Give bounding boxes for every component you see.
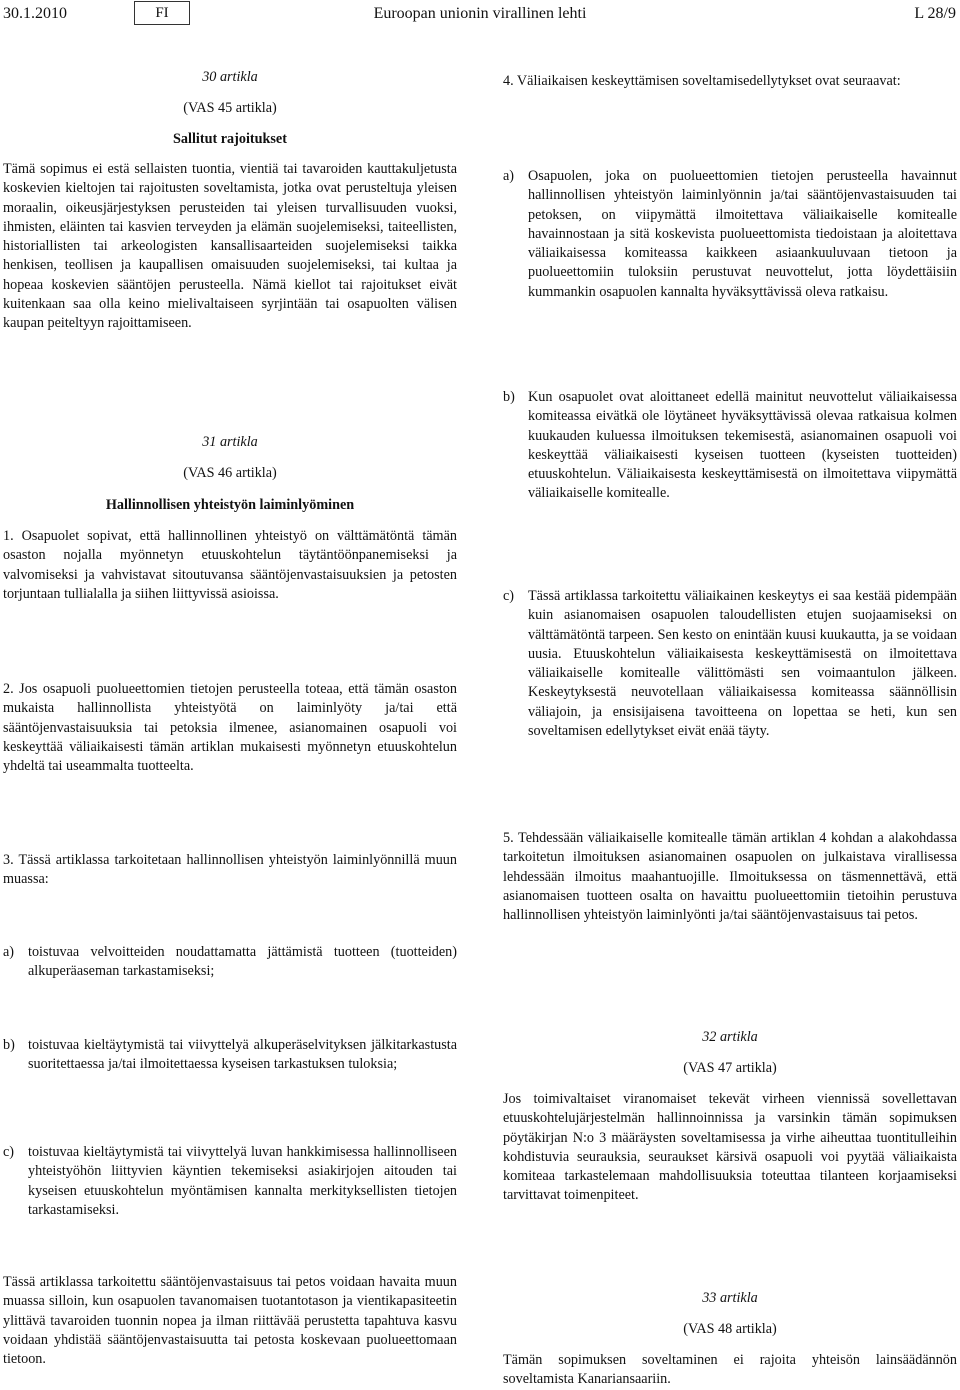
paragraph-1 bbox=[3, 527, 457, 604]
article-32-vas bbox=[503, 1059, 957, 1078]
article-31-title-wrap bbox=[3, 496, 457, 515]
article-32-body bbox=[503, 1090, 957, 1206]
paragraph-4 bbox=[503, 72, 957, 91]
article-number: 32 artikla bbox=[702, 1029, 758, 1045]
article-number: 31 artikla bbox=[202, 434, 258, 450]
article-30-vas bbox=[3, 99, 457, 118]
article-vas-reference: (VAS 45 artikla) bbox=[183, 100, 277, 116]
paragraph-3 bbox=[3, 851, 457, 890]
list-label: a) bbox=[503, 168, 515, 184]
article-31-heading bbox=[3, 433, 457, 452]
article-33-body bbox=[503, 1351, 957, 1390]
list-text: Tässä artiklassa tarkoitettu väliaikainen keskeytys ei saa kestää pidempään kuin asianomaisen osapuolen taloudellisten etujen suojaamiseksi on välttämätöntä tarpeen. Sen kesto on enintään kuusi kuukautta, ja se voidaan uusia. Etuuskohtelun väliaikaisesta keskeyttämisestä on ilmoitettava väliaikaiselle komitealle välittömästi sen voimaantulon jälkeen. Keskeytyksestä neuvotellaan väliaikaisessa komiteassa säännöllisin väliajoin, ja ensisijaisena tavoitteena on lopettaa se heti, kun sen soveltamisen edellytykset eivät enää täyty. bbox=[528, 588, 957, 740]
article-vas-reference: (VAS 46 artikla) bbox=[183, 465, 277, 481]
article-31-vas bbox=[3, 464, 457, 483]
paragraph: 5. Tehdessään väliaikaiselle komitealle tämän artiklan 4 kohdan a alakohdassa tarkoitetun ilmoituksen asianomainen osapuolen on julkaistava virallisessa lehdessään ilmoitus maahantuojille. Ilmoituksessa on täsmennettävä, että asianomaisen tuotteen osalta on havaittu puolueettomiin tietoihin perustuva hallinnollisen yhteistyön laiminlyönti ja/tai sääntöjenvastaisuus tai petos. bbox=[503, 830, 957, 924]
list-item-c bbox=[3, 1143, 457, 1220]
article-33-heading bbox=[503, 1289, 957, 1308]
paragraph: Jos toimivaltaiset viranomaiset tekevät virheen viennissä sovellettavan etuuskohtelujärjestelmän hallinnoinnissa ja varsinkin tämän sopimuksen pöytäkirjan N:o 3 määräysten soveltamisessa ja virhe aiheuttaa tuontitulleihin kohdistuvia seurauksia, seuraukset kärsivä osapuoli voi pyytää väliaikaista komiteaa tarkastelemaan mahdollisuuksia toteuttaa tilanteen korjaamiseksi tarvittavat toimenpiteet. bbox=[503, 1091, 957, 1204]
paragraph: 3. Tässä artiklassa tarkoitetaan hallinnollisen yhteistyön laiminlyönnillä muun muassa: bbox=[3, 852, 457, 888]
paragraph: Tässä artiklassa tarkoitettu sääntöjenvastaisuus tai petos voidaan havaita muun muassa silloin, kun osapuolen tavanomaisen tuotantotason ja vientikapasiteetin ylittävä tavaroiden tuonnin nopea ja ilman riittävää perustetta tapahtuva kasvu voidaan yhdistää sääntöjenvastaisuutta tai petosta koskevaan puolueettomaan tietoon. bbox=[3, 1274, 457, 1368]
list-label: b) bbox=[503, 389, 515, 405]
language-badge: FI bbox=[134, 1, 190, 25]
closing-paragraph bbox=[3, 1273, 457, 1369]
list-item-a bbox=[3, 943, 457, 982]
page-header bbox=[0, 0, 960, 30]
article-30-body bbox=[3, 160, 457, 334]
list-label: b) bbox=[3, 1037, 15, 1053]
list-label: c) bbox=[503, 588, 515, 604]
article-title: Sallitut rajoitukset bbox=[173, 131, 287, 147]
list-label: a) bbox=[3, 944, 15, 960]
condition-a bbox=[503, 167, 957, 302]
list-item-b bbox=[3, 1036, 457, 1075]
article-number: 33 artikla bbox=[702, 1290, 758, 1306]
paragraph: Tämän sopimuksen soveltaminen ei rajoita yhteisön lainsäädännön soveltamista Kanariansaariin. bbox=[503, 1352, 957, 1388]
list-text: Osapuolen, joka on puolueettomien tietojen perusteella havainnut hallinnollisen yhteistyön laiminlyönnin ja/tai sääntöjenvastaisuuden tai petoksen, on viipymättä ilmoitettava väliaikaiselle komitealle havainnostaan ja sitä koskevista puolueettomista tiedoistaan ja aloitettava väliaikaisessa komiteassa kaikkeen asiaankuuluvaan tietoon ja puolueettomiin tuloksiin perustuvat neuvottelut, jotta löydettäisiin kummankin osapuolen kannalta hyväksyttävissä oleva ratkaisu. bbox=[528, 168, 957, 300]
article-number: 30 artikla bbox=[202, 69, 258, 85]
condition-c bbox=[503, 587, 957, 741]
journal-title: Euroopan unionin virallinen lehti bbox=[373, 5, 587, 22]
list-label: c) bbox=[3, 1144, 15, 1160]
list-text: toistuvaa kieltäytymistä tai viivyttelyä luvan hankkimisessa hallinnolliseen yhteistyöhön liittyvien käyntien tekemiseksi asiakirjojen aitouden tai kyseisen etuuskohtelun myöntämisen kannalta merkityksellisten tietojen tarkastamiseksi. bbox=[28, 1144, 457, 1218]
list-text: toistuvaa velvoitteiden noudattamatta jättämistä tuotteen (tuotteiden) alkuperäaseman tarkastamiseksi; bbox=[28, 944, 457, 980]
paragraph-5 bbox=[503, 829, 957, 925]
article-title: Hallinnollisen yhteistyön laiminlyöminen bbox=[105, 497, 355, 513]
paragraph-2 bbox=[3, 680, 457, 776]
paragraph: Tämä sopimus ei estä sellaisten tuontia, vientiä tai tavaroiden kauttakuljetusta koskevien kieltojen tai rajoitusten soveltamista, jotka ovat perusteltuja yleisen moraalin, oikeusjärjestyksen perusteiden tai yleisen turvallisuuden vuoksi, ihmisten, eläinten tai kasvien terveyden ja elämän suojelemiseksi, taiteellisten, historiallisten tai arkeologisten kansallisaarteiden suojelemiseksi taikka henkisen, teollisen ja kaupallisen omaisuuden suojelemiseksi, tai kultaa ja hopeaa koskevien sääntöjen perusteella. Nämä kiellot tai rajoitukset eivät kuitenkaan saa olla keino mielivaltaiseen syrjintään tai osapuolten välisen kaupan peiteltyyn rajoittamiseen. bbox=[3, 161, 457, 332]
article-33-vas bbox=[503, 1320, 957, 1339]
paragraph: 1. Osapuolet sopivat, että hallinnollinen yhteistyö on välttämätöntä tämän osaston nojalla myönnetyn etuuskohtelun täytäntöönpanemiseksi ja valvomiseksi ja vahvistavat sitoutuvansa sääntöjenvastaisuuksien ja petosten torjuntaan tullialalla ja siihen liittyvissä asioissa. bbox=[3, 528, 457, 602]
article-32-heading bbox=[503, 1028, 957, 1047]
page-reference: L 28/9 bbox=[914, 5, 956, 22]
article-vas-reference: (VAS 48 artikla) bbox=[683, 1321, 777, 1337]
list-text: toistuvaa kieltäytymistä tai viivyttelyä alkuperäselvityksen jälkitarkastusta suoritettaessa ja/tai ilmoitettaessa kyseisen tarkastuksen tuloksia; bbox=[28, 1037, 457, 1073]
publication-date: 30.1.2010 bbox=[3, 5, 67, 22]
list-text: Kun osapuolet ovat aloittaneet edellä mainitut neuvottelut väliaikaisessa komiteassa eivätkä ole löytäneet hyväksyttävissä olevaa ratkaisua kolmen kuukauden kuluessa ilmoituksen tekemisestä, asianomainen osapuoli voi keskeyttää väliaikaisesti kyseisen tuotteen (kyseisten tuotteiden) etuuskohtelun. Väliaikaisesta keskeyttämisestä on ilmoitettava viipymättä väliaikaiselle komitealle. bbox=[528, 389, 957, 502]
article-30-title-wrap bbox=[3, 130, 457, 149]
paragraph: 2. Jos osapuoli puolueettomien tietojen perusteella toteaa, että tämän osaston mukaista hallinnollista yhteistyötä on laiminlyöty ja/tai että sääntöjenvastaisuuksia tai petoksia ilmenee, asianomainen osapuoli voi keskeyttää väliaikaisesti tämän artiklan mukaisesti myönnetyn etuuskohtelun yhdeltä tai useammalta tuotteelta. bbox=[3, 681, 457, 775]
article-30-heading bbox=[3, 68, 457, 87]
condition-b bbox=[503, 388, 957, 504]
article-vas-reference: (VAS 47 artikla) bbox=[683, 1060, 777, 1076]
paragraph: 4. Väliaikaisen keskeyttämisen soveltamisedellytykset ovat seuraavat: bbox=[503, 73, 901, 89]
